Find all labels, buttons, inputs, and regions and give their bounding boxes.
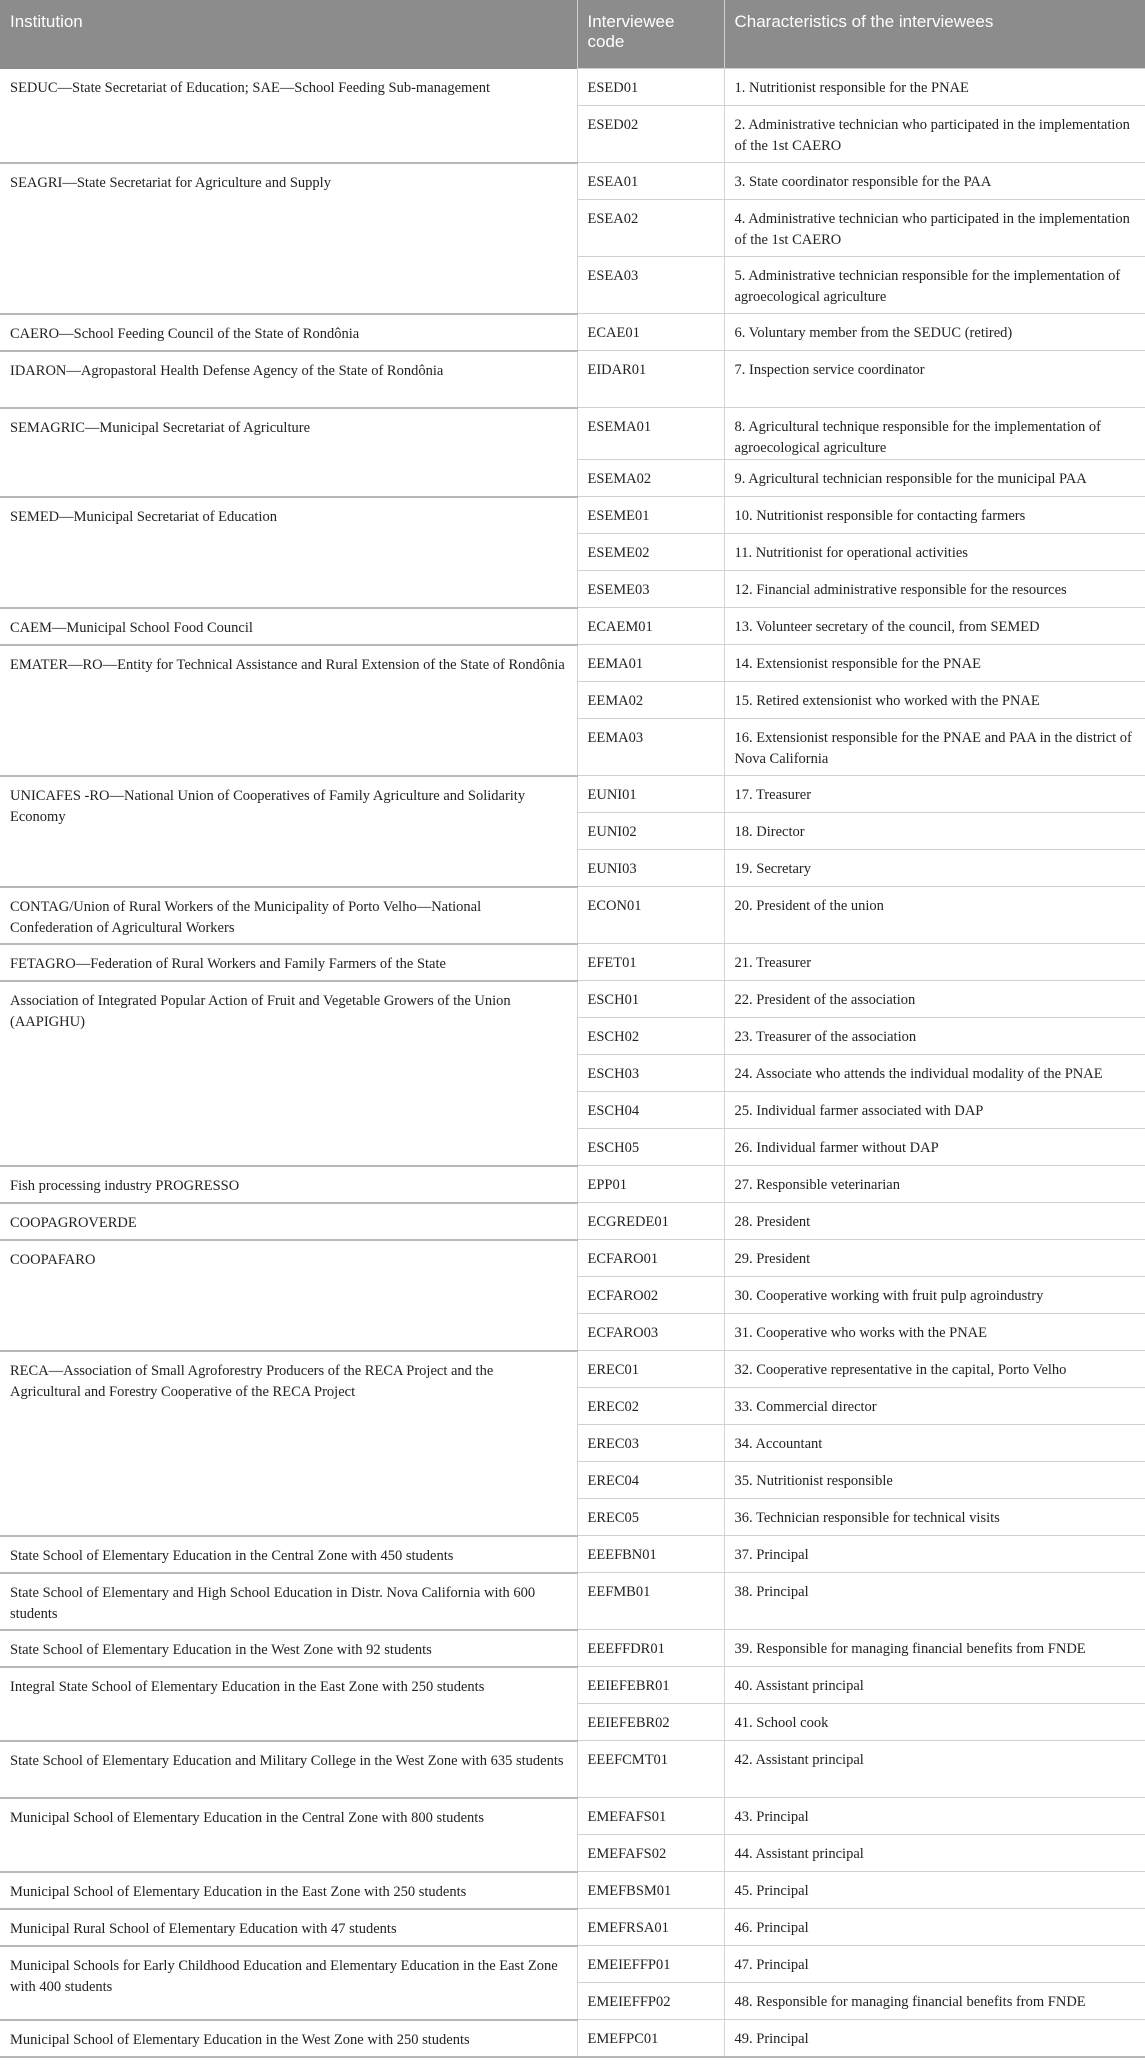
characteristics-cell: 33. Commercial director [724,1388,1145,1425]
table-row [0,645,1145,682]
interviewee-code-cell: ESEMA01 [577,408,724,460]
interviewee-code-cell: EMEFAFS02 [577,1835,724,1872]
interviewee-code-cell: EEEFFDR01 [577,1630,724,1667]
interviewee-code-cell: ECFARO03 [577,1314,724,1351]
institution-cell: Municipal School of Elementary Education in the Central Zone with 800 students [0,1798,577,1872]
interviewee-code-cell: EEMA01 [577,645,724,682]
interviewee-code-cell: EMEFPC01 [577,2020,724,2057]
characteristics-cell: 20. President of the union [724,887,1145,944]
interviewee-code-cell: EMEFRSA01 [577,1909,724,1946]
table-row [0,314,1145,351]
table-row [0,163,1145,200]
characteristics-cell: 48. Responsible for managing financial benefits from FNDE [724,1983,1145,2020]
interviewee-code-cell: ESCH01 [577,981,724,1018]
characteristics-cell: 45. Principal [724,1872,1145,1909]
table-row [0,776,1145,813]
interviewee-code-cell: ESCH05 [577,1129,724,1166]
interviewee-code-cell: ECAEM01 [577,608,724,645]
interviewee-code-cell: EREC03 [577,1425,724,1462]
characteristics-cell: 12. Financial administrative responsible for the resources [724,571,1145,608]
institution-cell: IDARON—Agropastoral Health Defense Agency of the State of Rondônia [0,351,577,408]
institution-cell: UNICAFES -RO—National Union of Cooperatives of Family Agriculture and Solidarity Economy [0,776,577,887]
institution-cell: State School of Elementary Education and Military College in the West Zone with 635 students [0,1741,577,1798]
interviewee-code-cell: ESEA01 [577,163,724,200]
table-row [0,1872,1145,1909]
table-row [0,1536,1145,1573]
institution-cell: CAERO—School Feeding Council of the State of Rondônia [0,314,577,351]
interviewee-code-cell: EEIEFEBR02 [577,1704,724,1741]
characteristics-cell: 39. Responsible for managing financial benefits from FNDE [724,1630,1145,1667]
interviewee-code-cell: ESCH03 [577,1055,724,1092]
characteristics-cell: 4. Administrative technician who participated in the implementation of the 1st CAERO [724,200,1145,257]
interviewee-code-cell: ESCH04 [577,1092,724,1129]
characteristics-cell: 28. President [724,1203,1145,1240]
table-row [0,1946,1145,1983]
characteristics-cell: 37. Principal [724,1536,1145,1573]
characteristics-cell: 26. Individual farmer without DAP [724,1129,1145,1166]
interviewee-code-cell: ESEME02 [577,534,724,571]
table-row [0,1667,1145,1704]
table-row [0,944,1145,981]
interviewee-code-cell: EEFMB01 [577,1573,724,1630]
characteristics-cell: 13. Volunteer secretary of the council, from SEMED [724,608,1145,645]
characteristics-cell: 30. Cooperative working with fruit pulp agroindustry [724,1277,1145,1314]
characteristics-cell: 47. Principal [724,1946,1145,1983]
characteristics-cell: 25. Individual farmer associated with DAP [724,1092,1145,1129]
institution-cell: SEMAGRIC—Municipal Secretariat of Agriculture [0,408,577,497]
institution-cell: Municipal Schools for Early Childhood Education and Elementary Education in the East Zone with 400 students [0,1946,577,2020]
institution-cell: SEAGRI—State Secretariat for Agriculture and Supply [0,163,577,314]
interviewee-code-cell: EMEIEFFP02 [577,1983,724,2020]
interviewee-code-cell: EEEFCMT01 [577,1741,724,1798]
characteristics-cell: 5. Administrative technician responsible for the implementation of agroecological agriculture [724,257,1145,314]
table-row [0,1798,1145,1835]
characteristics-cell: 23. Treasurer of the association [724,1018,1145,1055]
interviewee-code-cell: EREC01 [577,1351,724,1388]
table-row [0,1240,1145,1277]
interviewee-code-cell: EREC02 [577,1388,724,1425]
interviewee-code-cell: EIDAR01 [577,351,724,408]
table-row [0,408,1145,460]
characteristics-cell: 49. Principal [724,2020,1145,2057]
interviewee-code-cell: ESEA02 [577,200,724,257]
characteristics-cell: 43. Principal [724,1798,1145,1835]
institution-cell: FETAGRO—Federation of Rural Workers and Family Farmers of the State [0,944,577,981]
interviewee-code-cell: EREC04 [577,1462,724,1499]
table-row [0,1166,1145,1203]
characteristics-cell: 16. Extensionist responsible for the PNAE and PAA in the district of Nova California [724,719,1145,776]
interviewee-code-cell: EMEFBSM01 [577,1872,724,1909]
institution-cell: COOPAGROVERDE [0,1203,577,1240]
interviewee-code-cell: EEMA03 [577,719,724,776]
institution-cell: Association of Integrated Popular Action of Fruit and Vegetable Growers of the Union (AAPIGHU) [0,981,577,1166]
characteristics-cell: 9. Agricultural technician responsible for the municipal PAA [724,460,1145,497]
header-interviewee-code: Interviewee code [577,0,724,69]
characteristics-cell: 42. Assistant principal [724,1741,1145,1798]
characteristics-cell: 3. State coordinator responsible for the PAA [724,163,1145,200]
characteristics-cell: 6. Voluntary member from the SEDUC (retired) [724,314,1145,351]
table-row [0,69,1145,106]
characteristics-cell: 1. Nutritionist responsible for the PNAE [724,69,1145,106]
characteristics-cell: 11. Nutritionist for operational activities [724,534,1145,571]
institution-cell: Municipal Rural School of Elementary Education with 47 students [0,1909,577,1946]
institution-cell: Integral State School of Elementary Education in the East Zone with 250 students [0,1667,577,1741]
table-row [0,1203,1145,1240]
institution-cell: SEDUC—State Secretariat of Education; SAE—School Feeding Sub-management [0,69,577,163]
table-row [0,2020,1145,2057]
table-row [0,608,1145,645]
institution-cell: EMATER—RO—Entity for Technical Assistance and Rural Extension of the State of Rondônia [0,645,577,776]
interviewee-code-cell: EEEFBN01 [577,1536,724,1573]
characteristics-cell: 32. Cooperative representative in the capital, Porto Velho [724,1351,1145,1388]
interviewee-code-cell: EMEFAFS01 [577,1798,724,1835]
characteristics-cell: 29. President [724,1240,1145,1277]
table-row [0,887,1145,944]
characteristics-cell: 17. Treasurer [724,776,1145,813]
table-row [0,1630,1145,1667]
interviewee-code-cell: ECFARO01 [577,1240,724,1277]
table-body [0,69,1145,2057]
characteristics-cell: 8. Agricultural technique responsible for the implementation of agroecological agriculture [724,408,1145,460]
interviewee-code-cell: ESED01 [577,69,724,106]
interviewee-code-cell: EEMA02 [577,682,724,719]
characteristics-cell: 2. Administrative technician who participated in the implementation of the 1st CAERO [724,106,1145,163]
interviewee-code-cell: ECGREDE01 [577,1203,724,1240]
characteristics-cell: 22. President of the association [724,981,1145,1018]
interviewee-code-cell: ESEME01 [577,497,724,534]
interviewee-code-cell: EUNI03 [577,850,724,887]
table-row [0,351,1145,408]
characteristics-cell: 7. Inspection service coordinator [724,351,1145,408]
institution-cell: State School of Elementary Education in the Central Zone with 450 students [0,1536,577,1573]
table-header-row [0,0,1145,69]
institution-cell: COOPAFARO [0,1240,577,1351]
interviewee-code-cell: EUNI01 [577,776,724,813]
characteristics-cell: 38. Principal [724,1573,1145,1630]
interviewee-code-cell: EREC05 [577,1499,724,1536]
interviewee-code-cell: ECFARO02 [577,1277,724,1314]
characteristics-cell: 27. Responsible veterinarian [724,1166,1145,1203]
institution-cell: RECA—Association of Small Agroforestry Producers of the RECA Project and the Agricultural and Forestry Cooperative of the RECA Project [0,1351,577,1536]
characteristics-cell: 19. Secretary [724,850,1145,887]
characteristics-cell: 18. Director [724,813,1145,850]
characteristics-cell: 21. Treasurer [724,944,1145,981]
table-row [0,1573,1145,1630]
interviewee-code-cell: ECON01 [577,887,724,944]
characteristics-cell: 46. Principal [724,1909,1145,1946]
table-row [0,497,1145,534]
characteristics-cell: 14. Extensionist responsible for the PNAE [724,645,1145,682]
interviewee-code-cell: ESEME03 [577,571,724,608]
interviewee-code-cell: EUNI02 [577,813,724,850]
institution-cell: State School of Elementary Education in the West Zone with 92 students [0,1630,577,1667]
characteristics-cell: 31. Cooperative who works with the PNAE [724,1314,1145,1351]
institution-cell: CAEM—Municipal School Food Council [0,608,577,645]
table-row [0,981,1145,1018]
table-row [0,1909,1145,1946]
table-row [0,1741,1145,1798]
institution-cell: Municipal School of Elementary Education in the West Zone with 250 students [0,2020,577,2057]
institution-cell: SEMED—Municipal Secretariat of Education [0,497,577,608]
characteristics-cell: 35. Nutritionist responsible [724,1462,1145,1499]
interviewee-code-cell: ESEA03 [577,257,724,314]
interviewee-code-cell: ESED02 [577,106,724,163]
institution-cell: State School of Elementary and High School Education in Distr. Nova California with 600 students [0,1573,577,1630]
characteristics-cell: 10. Nutritionist responsible for contacting farmers [724,497,1145,534]
characteristics-cell: 40. Assistant principal [724,1667,1145,1704]
characteristics-cell: 41. School cook [724,1704,1145,1741]
characteristics-cell: 44. Assistant principal [724,1835,1145,1872]
interviewee-code-cell: EPP01 [577,1166,724,1203]
interviewee-code-cell: EEIEFEBR01 [577,1667,724,1704]
table-row [0,1351,1145,1388]
interviewee-code-cell: EMEIEFFP01 [577,1946,724,1983]
institution-cell: CONTAG/Union of Rural Workers of the Municipality of Porto Velho—National Confederation of Agricultural Workers [0,887,577,944]
header-institution: Institution [0,0,577,69]
interviewee-code-cell: ESCH02 [577,1018,724,1055]
institution-cell: Municipal School of Elementary Education in the East Zone with 250 students [0,1872,577,1909]
interviewee-code-cell: EFET01 [577,944,724,981]
characteristics-cell: 36. Technician responsible for technical visits [724,1499,1145,1536]
characteristics-cell: 15. Retired extensionist who worked with the PNAE [724,682,1145,719]
interviewee-code-cell: ESEMA02 [577,460,724,497]
institution-cell: Fish processing industry PROGRESSO [0,1166,577,1203]
header-characteristics: Characteristics of the interviewees [724,0,1145,69]
characteristics-cell: 34. Accountant [724,1425,1145,1462]
characteristics-cell: 24. Associate who attends the individual modality of the PNAE [724,1055,1145,1092]
interviewee-code-cell: ECAE01 [577,314,724,351]
